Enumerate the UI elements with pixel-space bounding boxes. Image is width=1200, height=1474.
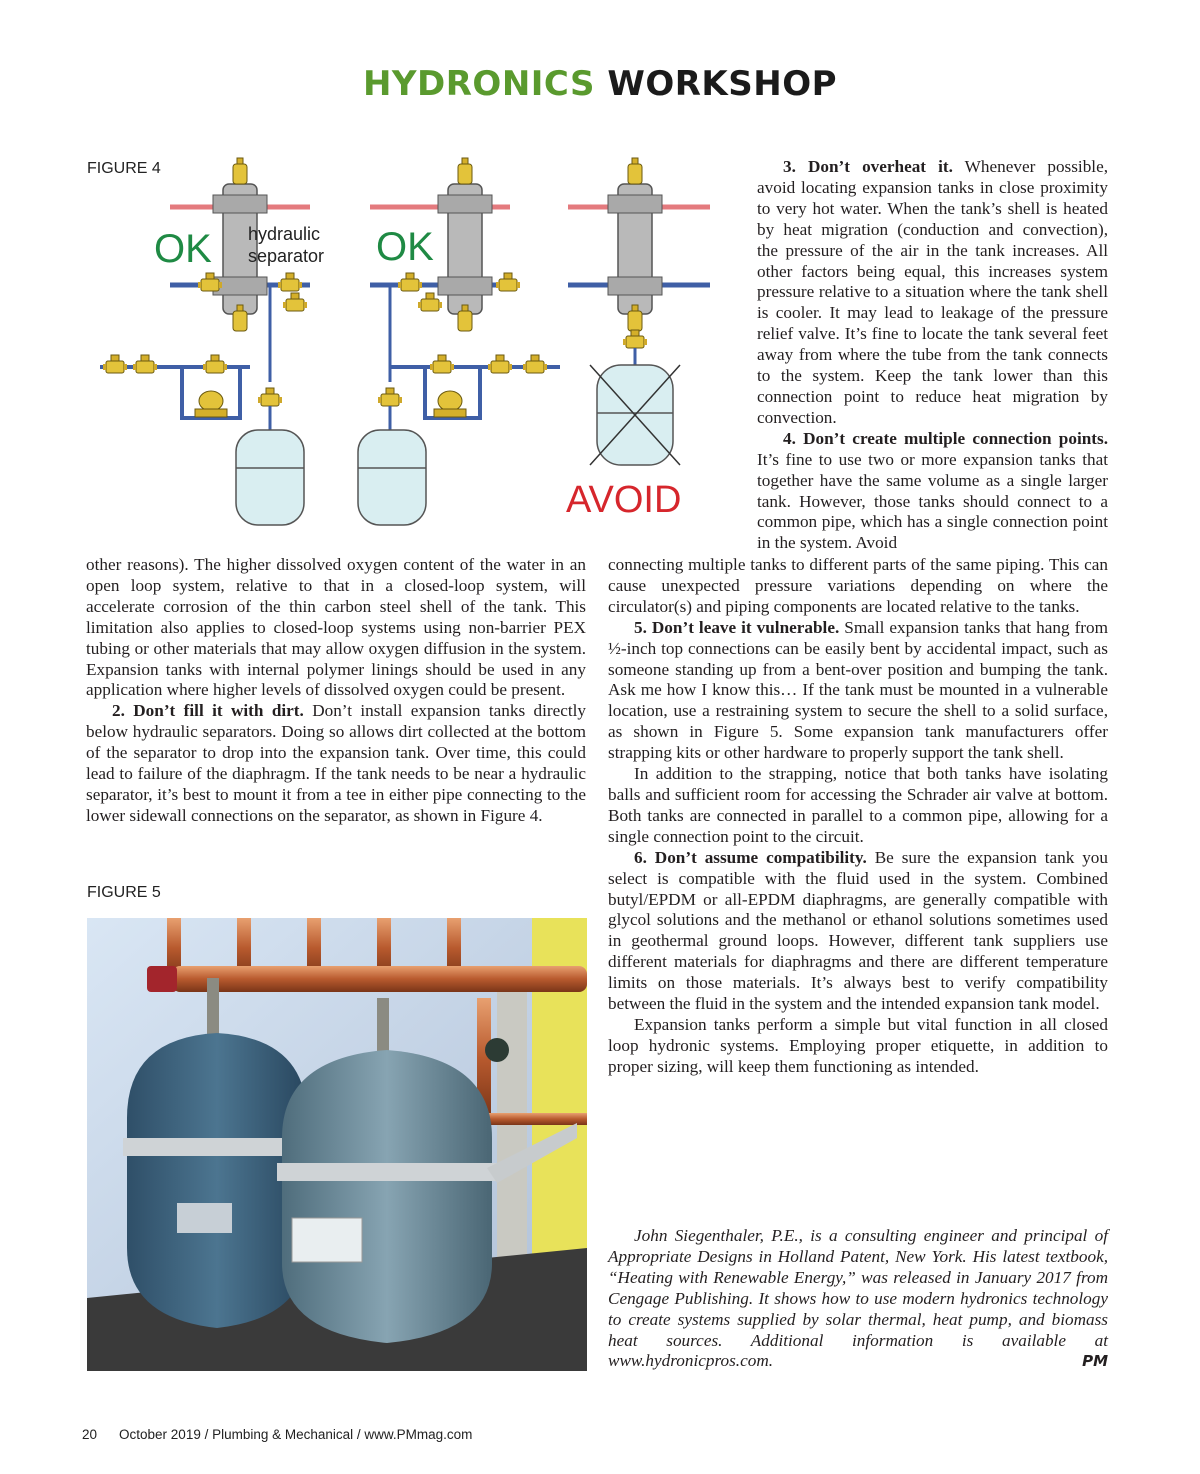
pm-logo: PM [1082, 1352, 1108, 1371]
figure-4-label: FIGURE 4 [87, 160, 161, 177]
paragraph-oxygen: other reasons). The higher dissolved oxygen content of the water in an open loop system, relative to that in a closed-loop system, will accelerate corrosion of the thin carbon steel shell of the tank. This limitation also applies to closed-loop systems using non-barrier PEX tubing or other materials that may allow oxygen diffusion in the system. Expansion tanks with internal polymer linings should be used in any application where higher levels of dissolved oxygen could be present. [86, 555, 586, 700]
paragraph-multiple-connection-cont: connecting multiple tanks to different parts of the same piping. This can cause unexpected pressure variations depending on where the circulator(s) and piping components are located relative to the tanks. [608, 555, 1108, 616]
section-header [0, 64, 1200, 104]
avoid-label: AVOID [566, 479, 682, 521]
paragraph-compatibility: Be sure the expansion tank you select is compatible with the fluid used in the system. Combined butyl/EPDM or all-EPDM diaphragms, are generally compatible with glycol solutions and the methanol or ethanol solutions sometimes used in geothermal ground loops. However, different tank suppliers use different materials for diaphragms and there are different temperature limits on those materials. It’s always best to verify compatibility between the fluid in the system and the intended expansion tank model. [608, 847, 1108, 1014]
paragraph-dirt: Don’t install expansion tanks directly below hydraulic separators. Doing so allows dirt collected at the bottom of the separator to drop into the expansion tank. Over time, this could lead to failure of the diaphragm. If the tank needs to be near a hydraulic separator, it’s best to mount it from a tee in either pipe connecting to the lower sidewall connections on the separator, as shown in Figure 4. [86, 701, 587, 825]
heading-multiple-connection: 4. Don’t create multiple connection points. [783, 428, 1108, 448]
figure-5-photo [87, 918, 587, 1371]
right-top-column [757, 157, 1108, 554]
figure-4-diagram [90, 150, 710, 530]
ok-label-1: OK [154, 227, 212, 271]
separator-assembly-avoid [568, 158, 710, 465]
separator-label-line2: separator [248, 246, 325, 266]
page-number: 20 [82, 1427, 98, 1442]
figure-5-label: FIGURE 5 [87, 884, 161, 901]
paragraph-multiple-connection: It’s fine to use two or more expansion tanks that together have the same volume as a single larger tank. However, those tanks should connect to a common pipe, which has a single connection point in the system. Avoid [757, 449, 1108, 553]
page-footer [82, 1427, 472, 1442]
right-column [608, 555, 1108, 1078]
heading-dont-assume-compatibility: 6. Don’t assume compatibility. [634, 847, 867, 867]
header-workshop: WORKSHOP [607, 64, 838, 104]
author-bio-text: John Siegenthaler, P.E., is a consulting engineer and principal of Appropriate Designs in Holland Patent, New York. His latest textbook, “Heating with Renewable Energy,” was released in January 2017 from Cengage Publishing. It shows how to use modern hydronics technology to create systems supplied by solar thermal, heat pump, and biomass heat sources. Additional information is available at www.hydronicpros.com. [608, 1226, 1108, 1371]
author-bio [608, 1226, 1108, 1372]
heading-dont-overheat: 3. Don’t overheat it. [783, 157, 953, 176]
ok-label-2: OK [376, 225, 434, 269]
paragraph-overheat: Whenever possible, avoid locating expansion tanks in close proximity to very hot water. When the tank’s shell is heated by heat migration (conduction and convection), the pressure of the air in the tank increases. All other factors being equal, this increases system pressure relative to a situation where the tank shell is cooler. It may lead to leakage of the pressure relief valve. It’s fine to locate the tank several feet away from where the tube from the tank connects to the system. Keep the tank lower than this connection point to reduce heat migration by convection. [757, 157, 1109, 427]
heading-dont-leave-vulnerable: 5. Don’t leave it vulnerable. [634, 617, 840, 637]
paragraph-conclusion: Expansion tanks perform a simple but vital function in all closed loop hydronic systems. Employing proper etiquette, in addition to proper sizing, will keep them functioning as intended. [608, 1014, 1108, 1076]
separator-assembly-2 [358, 158, 560, 525]
heading-dont-fill-dirt: 2. Don’t fill it with dirt. [112, 701, 304, 721]
separator-assembly-1 [100, 158, 310, 525]
footer-text: October 2019 / Plumbing & Mechanical / www.PMmag.com [119, 1427, 473, 1442]
left-column [86, 555, 586, 827]
paragraph-strapping: In addition to the strapping, notice that both tanks have isolating balls and sufficient room for accessing the Schrader air valve at bottom. Both tanks are connected in parallel to a common pipe, allowing for a single connection point to the circuit. [608, 764, 1108, 846]
separator-label-line1: hydraulic [248, 224, 321, 244]
paragraph-vulnerable: Small expansion tanks that hang from ½-inch top connections can be easily bent by accidental impact, such as someone standing up from a bent-over position and bumping the tank. Ask me how I know this… If the tank must be mounted in a vulnerable location, use a restraining system to secure the shell to a solid surface, as shown in Figure 5. Some expansion tank manufacturers offer strapping kits or other hardware to properly support the tank shell. [608, 617, 1108, 763]
header-hydronics: HYDRONICS [362, 64, 595, 104]
